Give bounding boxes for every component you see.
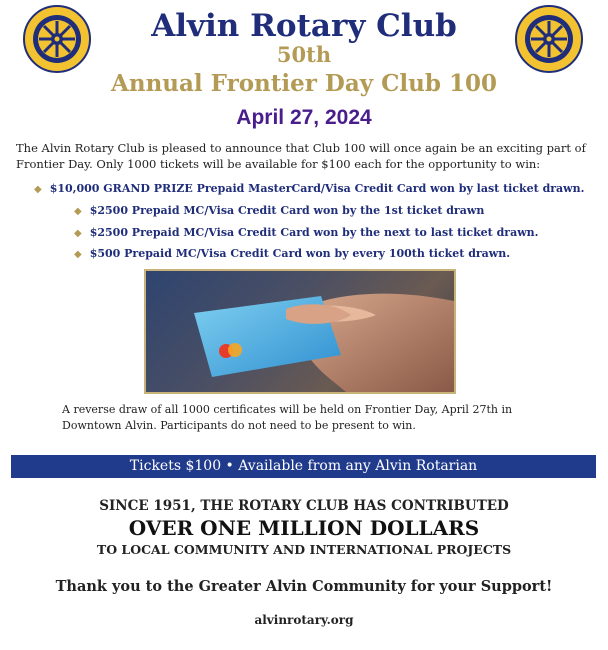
contribution-line-3: TO LOCAL COMMUNITY AND INTERNATIONAL PROJECTS [96, 542, 512, 557]
contribution-line-2: OVER ONE MILLION DOLLARS [128, 516, 480, 540]
prize-text: $2500 Prepaid MC/Visa Credit Card won by the 1st ticket drawn [89, 204, 485, 217]
prize-text: $500 Prepaid MC/Visa Credit Card won by every 100th ticket drawn. [89, 247, 511, 260]
website-link[interactable]: alvinrotary.org [254, 613, 354, 627]
diamond-bullet-icon: ◆ [74, 228, 82, 239]
credit-card-photo [144, 269, 456, 394]
prize-item-first [74, 204, 484, 217]
diamond-bullet-icon: ◆ [74, 249, 82, 260]
anniversary-label: 50th [276, 42, 332, 67]
prize-item-every-100th [74, 247, 510, 260]
contribution-line-1: SINCE 1951, THE ROTARY CLUB HAS CONTRIBUTED [99, 498, 509, 514]
prize-text: $2500 Prepaid MC/Visa Credit Card won by the next to last ticket drawn. [89, 226, 539, 239]
intro-paragraph: The Alvin Rotary Club is pleased to announce that Club 100 will once again be an exciting part of Frontier Day. Only 1000 tickets will be available for $100 each for the opportunity to win: [16, 141, 586, 171]
prize-text: $10,000 GRAND PRIZE Prepaid MasterCard/Visa Credit Card won by last ticket drawn. [49, 182, 585, 195]
tickets-banner: Tickets $100 • Available from any Alvin Rotarian [11, 455, 596, 478]
event-date: April 27, 2024 [236, 106, 372, 129]
event-subtitle: Annual Frontier Day Club 100 [111, 70, 497, 97]
diamond-bullet-icon: ◆ [74, 206, 82, 217]
reverse-draw-note: A reverse draw of all 1000 certificates will be held on Frontier Day, April 27th in Downtown Alvin. Participants do not need to be present to win. [62, 403, 513, 432]
thank-you-message: Thank you to the Greater Alvin Community for your Support! [55, 578, 553, 595]
prize-item-grand [34, 182, 584, 195]
page-title: Alvin Rotary Club [151, 8, 457, 44]
prize-item-next-to-last [74, 226, 539, 239]
diamond-bullet-icon: ◆ [34, 184, 42, 195]
